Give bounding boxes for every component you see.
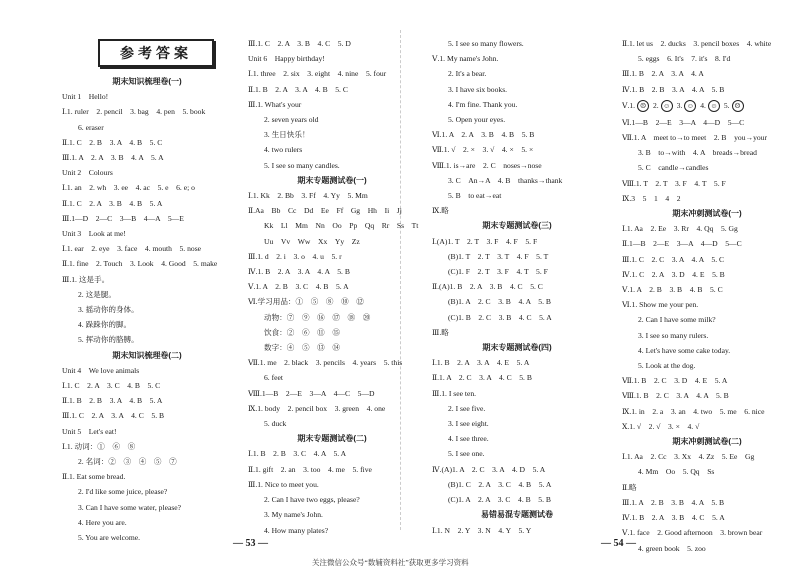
answer-line: Ⅸ.3 5 1 4 2 xyxy=(622,193,681,203)
answer-line: (B)1. T 2. T 3. T 4. F 5. T xyxy=(448,251,549,261)
column-1 xyxy=(62,36,232,545)
answer-line: 5. Open your eyes. xyxy=(448,115,506,125)
answer-line: 4. green book 5. zoo xyxy=(638,543,706,553)
answer-line: 3. I see so many rulers. xyxy=(638,330,709,340)
answer-line: Ⅵ.1—B 2—E 3—A 4—D 5—C xyxy=(622,117,745,127)
answer-line: (C)1. B 2. C 3. B 4. C 5. A xyxy=(448,312,552,322)
answer-line: Ⅲ.1. C 2. A 3. B 4. C 5. D xyxy=(248,39,351,48)
answer-line: Ⅱ.1. B 2. B 3. A 4. B 5. A xyxy=(62,396,163,406)
face-label: 5. xyxy=(723,100,730,110)
sad-face-icon: ☹ xyxy=(732,100,744,112)
answer-line: Ⅰ.(A)1. T 2. T 3. F 4. F 5. F xyxy=(432,236,538,246)
answer-line: 4. 跺跺你的脚。 xyxy=(78,320,132,330)
answer-line: Ⅳ.1. B 2. B 3. A 4. A 5. B xyxy=(622,84,725,94)
answer-line: 3. Can I have some water, please? xyxy=(78,502,182,512)
answer-line: 2. I'd like some juice, please? xyxy=(78,487,168,497)
answer-line: 5. C candle→candles xyxy=(638,163,709,173)
answer-line: Ⅲ.1. B 2. A 3. A 4. A xyxy=(622,69,704,79)
answer-line: Uu Vv Ww Xx Yy Zz xyxy=(264,236,360,246)
answer-line: Ⅰ.1. Kk 2. Bb 3. Ff 4. Yy 5. Mm xyxy=(248,191,368,201)
section-title: 期末专题测试卷(一) xyxy=(297,175,367,185)
answer-line: 5. Look at the dog. xyxy=(638,361,696,371)
answer-line: (B)1. C 2. A 3. C 4. B 5. A xyxy=(448,479,552,489)
answer-line: 5. I see so many candles. xyxy=(264,160,340,170)
answer-line: 2. seven years old xyxy=(264,115,319,125)
answer-line: Ⅱ.1. A 2. C 3. A 4. C 5. B xyxy=(432,373,532,383)
answer-line: Ⅸ.1. body 2. pencil box 3. green 4. one xyxy=(248,403,386,413)
column-2 xyxy=(248,36,419,538)
answer-line: 2. Can I have some milk? xyxy=(638,315,716,325)
answer-line: Ⅲ.1. C 2. C 3. A 4. A 5. C xyxy=(622,254,725,264)
answer-line: 5. You are welcome. xyxy=(78,533,141,543)
happy-face-icon: ☺ xyxy=(661,100,673,112)
happy-face-icon: ☺ xyxy=(708,100,720,112)
answer-line: Ⅱ.1. let us 2. ducks 3. pencil boxes 4. white xyxy=(622,39,772,48)
face-label: 3. xyxy=(676,100,683,110)
answer-key-banner: 参考答案 xyxy=(98,39,214,67)
answer-line: 2. 名词：② ③ ④ ⑤ ⑦ xyxy=(78,457,177,467)
answer-line: Ⅳ.1. B 2. A 3. B 4. C 5. A xyxy=(622,513,725,523)
answer-line: Ⅰ.1. B 2. A 3. A 4. E 5. A xyxy=(432,358,530,368)
answer-line: Ⅷ.1. B 2. C 3. A 4. A 5. B xyxy=(622,391,729,401)
answer-line: Ⅱ.Aa Bb Cc Dd Ee Ff Gg Hh Ii Jj xyxy=(248,206,402,216)
answer-line: Ⅳ.1. C 2. A 3. D 4. E 5. B xyxy=(622,269,725,279)
answer-line: Ⅲ.略 xyxy=(432,327,449,337)
answer-line: 4. How many plates? xyxy=(264,525,329,535)
answer-line: Ⅸ.1. in 2. a 3. an 4. two 5. me 6. nice xyxy=(622,406,765,416)
unit-heading: Unit 3 Look at me! xyxy=(62,229,126,239)
answer-line: Ⅶ.1. √ 2. × 3. √ 4. × 5. × xyxy=(432,145,534,155)
answer-line: 3. C An→A 4. B thanks→thank xyxy=(448,175,563,185)
answer-line: 2. I see five. xyxy=(448,403,486,413)
answer-line: 饮食：② ⑥ ⑪ ⑮ xyxy=(264,327,340,337)
answer-line: Ⅲ.1—D 2—C 3—B 4—A 5—E xyxy=(62,213,184,223)
answer-line: (C)1. A 2. A 3. C 4. B 5. B xyxy=(448,495,551,505)
answer-line: 2. It's a bear. xyxy=(448,69,487,79)
answer-line: Ⅴ.1. A 2. B 3. B 4. B 5. C xyxy=(622,285,723,295)
answer-line: 4. Mm Oo 5. Qq Ss xyxy=(638,467,715,477)
answer-line: Ⅰ.1. 动词：① ⑥ ⑧ xyxy=(62,441,136,451)
answer-line: (B)1. A 2. C 3. B 4. A 5. B xyxy=(448,297,551,307)
answer-line: 3. B to→with 4. A breads→bread xyxy=(638,148,757,158)
answer-line: 2. 这是腿。 xyxy=(78,289,116,299)
face-label: 4. xyxy=(700,100,706,110)
unit-heading: Unit 6 Happy birthday! xyxy=(248,54,325,64)
answer-line: 3. I see eight. xyxy=(448,419,489,429)
answer-line: Ⅵ.1. Show me your pen. xyxy=(622,300,699,310)
answer-line: Ⅰ.1. an 2. wh 3. ee 4. ac 5. e 6. e; o xyxy=(62,183,195,193)
answer-line: Ⅲ.1. A 2. A 3. B 4. A 5. A xyxy=(62,153,164,163)
answer-line: 3. 生日快乐！ xyxy=(264,130,310,140)
answer-line: Ⅲ.1. A 2. B 3. B 4. A 5. B xyxy=(622,497,725,507)
face-answer-row xyxy=(622,97,792,115)
answer-line: Ⅰ.1. C 2. A 3. C 4. B 5. C xyxy=(62,381,161,391)
answer-line: 动物：⑦ ⑨ ⑯ ⑰ ⑱ ⑳ xyxy=(264,312,371,322)
answer-line: Ⅲ.1. What's your xyxy=(248,99,302,109)
answer-line: 3. My name's John. xyxy=(264,510,323,520)
answer-line: Ⅸ.略 xyxy=(432,206,449,216)
answer-line: Ⅱ.(A)1. B 2. A 3. B 4. C 5. C xyxy=(432,282,543,292)
answer-line: Ⅷ.1. is→are 2. C noses→nose xyxy=(432,160,542,170)
section-title: 期末知识梳理卷(一) xyxy=(112,77,182,86)
answer-line: Ⅲ.1. C 2. A 3. A 4. C 5. B xyxy=(62,411,165,421)
column-3 xyxy=(432,36,602,538)
answer-line: Ⅹ.1. √ 2. √ 3. × 4. √ xyxy=(622,421,700,431)
answer-line: Ⅵ.学习用品：① ⑤ ⑧ ⑩ ⑫ xyxy=(248,297,364,307)
answer-line: Ⅱ.1. C 2. B 3. A 4. B 5. C xyxy=(62,137,163,147)
page-number-left: — 53 — xyxy=(233,538,268,549)
answer-line: Ⅰ.1. N 2. Y 3. N 4. Y 5. Y xyxy=(432,525,532,535)
answer-line: 4. I see three. xyxy=(448,434,489,444)
answer-line: Ⅱ.1. B 2. A 3. A 4. B 5. C xyxy=(248,84,348,94)
answer-line: 6. eraser xyxy=(78,122,104,132)
answer-line: Ⅲ.1. Nice to meet you. xyxy=(248,479,319,489)
answer-line: Ⅱ.1. fine 2. Touch 3. Look 4. Good 5. make xyxy=(62,259,218,269)
face-label: Ⅴ.1. xyxy=(622,100,636,110)
page-number-right: — 54 — xyxy=(601,538,636,549)
answer-line: Ⅶ.1. B 2. C 3. D 4. E 5. A xyxy=(622,376,728,386)
answer-line: 3. 摇动你的身体。 xyxy=(78,305,139,315)
happy-face-icon: ☺ xyxy=(684,100,696,112)
answer-line: Ⅱ.1. gift 2. an 3. too 4. me 5. five xyxy=(248,464,372,474)
column-4 xyxy=(622,36,792,556)
section-title: 期末冲刺测试卷(一) xyxy=(672,209,742,219)
answer-line: Ⅰ.1. three 2. six 3. eight 4. nine 5. four xyxy=(248,69,387,79)
answer-line: Ⅰ.1. Aa 2. Ee 3. Rr 4. Qq 5. Gg xyxy=(622,224,738,234)
answer-line: Ⅲ.1. d 2. i 3. o 4. u 5. r xyxy=(248,251,342,261)
answer-line: Ⅳ.(A)1. A 2. C 3. A 4. D 5. A xyxy=(432,464,546,474)
answer-line: 5. I see so many flowers. xyxy=(448,39,524,48)
answer-line: Ⅴ.1. My name's John. xyxy=(432,54,499,64)
answer-line: 4. two rulers xyxy=(264,145,303,155)
unit-heading: Unit 1 Hello! xyxy=(62,92,109,102)
answer-line: 数字：④ ⑤ ⑬ ⑭ xyxy=(264,343,340,353)
answer-line: Ⅷ.1—B 2—E 3—A 4—C 5—D xyxy=(248,388,375,398)
answer-line: Ⅱ.1. C 2. A 3. B 4. B 5. A xyxy=(62,198,163,208)
footer-note: 关注微信公众号“数辅资料社”获取更多学习资料 xyxy=(312,558,469,567)
answer-line: 5. 挥动你的胳膊。 xyxy=(78,335,139,345)
answer-line: Ⅶ.1. A meet to→to meet 2. B you→your xyxy=(622,133,767,143)
answer-line: 2. Can I have two eggs, please? xyxy=(264,495,360,505)
face-label: 2. xyxy=(652,100,659,110)
section-title: 期末冲刺测试卷(二) xyxy=(672,437,742,447)
answer-line: Ⅰ.1. Aa 2. Cc 3. Xx 4. Zz 5. Ee Gg xyxy=(622,452,755,462)
answer-line: Ⅱ.1. Eat some bread. xyxy=(62,472,126,482)
answer-line: 6. feet xyxy=(264,373,283,383)
section-title: 期末专题测试卷(三) xyxy=(482,221,552,231)
sad-face-icon: ☹ xyxy=(637,100,649,112)
answer-line: Ⅰ.1. B 2. B 3. C 4. A 5. A xyxy=(248,449,347,459)
section-title: 易错易混专题测试卷 xyxy=(481,510,553,520)
answer-line: 5. B to eat→eat xyxy=(448,191,502,201)
answer-line: 4. I'm fine. Thank you. xyxy=(448,99,518,109)
unit-heading: Unit 4 We love animals xyxy=(62,365,140,375)
answer-line: 3. I have six books. xyxy=(448,84,508,94)
answer-line: Ⅴ.1. face 2. Good afternoon 3. brown bear xyxy=(622,528,763,538)
answer-line: 5. I see one. xyxy=(448,449,485,459)
answer-line: Ⅱ.略 xyxy=(622,482,637,492)
answer-line: Ⅰ.1. ruler 2. pencil 3. bag 4. pen 5. book xyxy=(62,107,206,117)
answer-line: 5. duck xyxy=(264,419,287,429)
answer-line: Ⅲ.1. 这是手。 xyxy=(62,274,110,284)
answer-line: Ⅳ.1. B 2. A 3. A 4. A 5. B xyxy=(248,267,350,277)
unit-heading: Unit 5 Let's eat! xyxy=(62,426,117,436)
answer-line: 4. Here you are. xyxy=(78,517,127,527)
answer-line: Ⅲ.1. I see ten. xyxy=(432,388,477,398)
section-title: 期末专题测试卷(四) xyxy=(482,343,552,353)
answer-line: Ⅱ.1—B 2—E 3—A 4—D 5—C xyxy=(622,239,742,249)
answer-line: Kk Ll Mm Nn Oo Pp Qq Rr Ss Tt xyxy=(264,221,419,231)
unit-heading: Unit 2 Colours xyxy=(62,168,113,178)
answer-line: Ⅰ.1. ear 2. eye 3. face 4. mouth 5. nose xyxy=(62,244,202,254)
section-title: 期末专题测试卷(二) xyxy=(297,434,367,444)
answer-line: 5. eggs 6. It's 7. it's 8. I'd xyxy=(638,54,731,64)
answer-line: 4. Let's have some cake today. xyxy=(638,345,731,355)
answer-line: Ⅷ.1. T 2. T 3. F 4. T 5. F xyxy=(622,178,726,188)
answer-line: Ⅴ.1. A 2. B 3. C 4. B 5. A xyxy=(248,282,349,292)
answer-line: Ⅵ.1. A 2. A 3. B 4. B 5. B xyxy=(432,130,535,140)
answer-line: Ⅶ.1. me 2. black 3. pencils 4. years 5. this xyxy=(248,358,403,368)
section-title: 期末知识梳理卷(二) xyxy=(112,350,182,360)
answer-line: (C)1. F 2. T 3. F 4. T 5. F xyxy=(448,267,548,277)
